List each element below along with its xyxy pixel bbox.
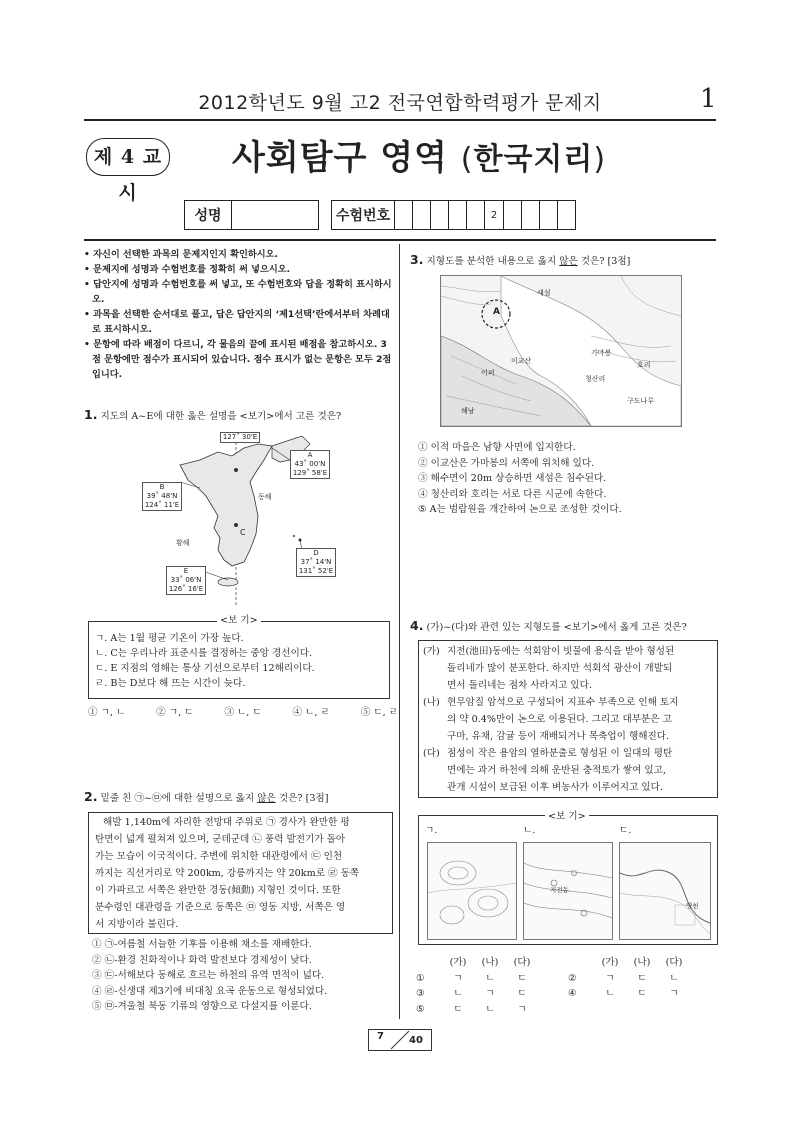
topo-label: 새섬 [537,289,551,297]
option-value: ㄴ [485,972,495,984]
label-d-lon: 131˚ 52'E [298,567,334,575]
q4-bogi-box [418,811,718,945]
question-number: 4. [410,618,424,633]
topo-label: 호리 [637,361,651,369]
label-b-lon: 124˚ 11'E [144,501,180,509]
col-header: (나) [633,957,651,968]
options-row [416,1002,716,1018]
passage-line: 이 가파르고 서쪽은 완만한 경동(傾動) 지형인 것이다. 또한 [95,885,341,896]
question-1 [84,408,396,424]
question-2 [84,790,396,806]
question-number: 1. [84,407,98,422]
option-value: ㄴ [669,972,679,984]
label-d-name: D [313,549,319,557]
option-5[interactable]: ⑤ A는 범람원을 개간하여 논으로 조성한 것이다. [418,504,622,515]
instructions [84,247,394,382]
passage-item [423,694,713,745]
item-line: 면서 돌리네는 점차 사라지고 있다. [447,680,592,691]
bogi-label: ㄷ. [619,825,632,836]
passage-item [423,643,713,694]
item-line: 현무암질 암석으로 구성되어 지표수 부족으로 인해 토지 [447,697,679,708]
passage-line: 분수령인 대관령을 기준으로 동쪽은 ㉤ 영동 지방, 서쪽은 영 [95,902,346,913]
map-label-top: 127˚ 30'E [220,432,260,443]
item-line: 지전(池田)동에는 석회암이 빗물에 용식을 받아 형성된 [447,646,675,657]
passage-line: 서 지방이라 불린다. [95,919,179,930]
q4-passage-box [418,640,718,798]
exam-no-cell[interactable] [449,201,467,230]
footer-page: 7 [377,1031,384,1042]
bogi-item: ㄹ. B는 D보다 해 뜨는 시간이 늦다. [95,678,246,689]
bogi-title: <보 기> [545,808,589,822]
option-5[interactable]: ⑤ [416,1003,425,1015]
topo-label: 이퍼 [481,369,495,377]
item-line: 점성이 작은 용암의 열하분출로 형성된 이 일대의 평탄 [447,748,673,759]
instruction-item: • 문제지에 성명과 수험번호를 정확히 써 넣으시오. [84,264,291,275]
column-divider [399,244,400,1019]
option-value: ㄷ [517,972,527,984]
question-text: (가)~(다)와 관련 있는 지형도를 <보기>에서 옳게 고른 것은? [426,622,687,633]
label-e-lon: 126˚ 16'E [168,585,204,593]
option-1[interactable]: ① ㉠-여름철 서늘한 기후를 이용해 채소를 재배한다. [92,939,312,950]
col-header: (가) [449,957,467,968]
label-a-lat: 43˚ 00'N [294,460,326,468]
q3-options [418,440,718,518]
q2-passage-box [88,812,393,934]
map-text: 지전동 [550,886,569,894]
question-text: 밑줄 친 ㉠~㉤에 대한 설명으로 옳지 [100,793,258,804]
korea-map [140,430,350,605]
option-value: ㄷ [517,988,527,999]
topo-label: 청산리 [585,375,606,383]
exam-no-cell[interactable] [522,201,540,230]
topo-label: 이교산 [511,357,532,365]
option-value: ㄱ [605,972,615,984]
exam-no-cell[interactable] [431,201,449,230]
question-text-underlined: 않은 [257,793,276,804]
option-2[interactable]: ② 이교산은 가마봉의 서쪽에 위치해 있다. [418,457,595,469]
bogi-label: ㄱ. [425,825,438,836]
name-label: 성명 [185,201,232,230]
options-row [416,971,716,987]
exam-title: 2012학년도 9월 고2 전국연합학력평가 문제지 [198,92,602,114]
exam-no-label: 수험번호 [332,201,395,230]
topo-label-a: A [493,307,500,317]
topo-label: 가마봉 [591,349,612,357]
option-5[interactable]: ⑤ ㉤-겨울철 북동 기류의 영향으로 다설지를 이룬다. [92,1001,312,1012]
label-e-lat: 33˚ 06'N [170,576,202,584]
item-line: 돌리네가 많이 분포한다. 하지만 석회석 광산이 개발되 [447,663,673,674]
options-header-row [416,955,716,971]
option-value: ㄴ [605,988,615,999]
instruction-item: • 과목을 선택한 순서대로 풀고, 답은 답안지의 ‘제1선택’란에서부터 차례대로 표시하시오. [84,309,390,335]
option-value: ㄱ [517,1003,527,1015]
options-row [416,986,716,1002]
map-label-e [166,566,206,595]
passage-line: 가는 모습이 이국적이다. 주변에 위치한 대관령에서 ㉢ 인천 [95,851,343,862]
topo-label: 구도나루 [627,397,655,405]
subject-paren-close: ) [593,142,607,177]
exam-no-cell[interactable] [504,201,522,230]
item-line: 의 약 0.4%만이 논으로 이용된다. 그리고 대부분은 고 [447,714,672,725]
option-3[interactable]: ③ 해수면이 20m 상승하면 새섬은 침수된다. [418,473,607,484]
exam-no-cell[interactable] [395,201,413,230]
option-1[interactable]: ① ㄱ, ㄴ [88,707,126,718]
header-rule [84,119,716,121]
exam-no-cell[interactable] [467,201,485,230]
option-value: ㄴ [453,988,463,999]
col-header: (나) [481,957,499,968]
col-header: (다) [665,957,683,968]
exam-no-cell[interactable] [558,201,576,230]
question-text: 지도의 A~E에 대한 옳은 설명을 <보기>에서 고른 것은? [100,411,342,422]
map-label-c: C [240,528,246,537]
bogi-title: <보 기> [217,614,261,628]
map-label-a [290,450,330,479]
col-header: (다) [513,957,531,968]
topo-label: 해남 [461,407,475,415]
question-text: 것은? [3점] [275,793,329,804]
option-value: ㄷ [453,1003,463,1015]
item-line: 구마, 유채, 감귤 등이 재배되거나 목축업이 행해진다. [447,731,670,742]
option-4[interactable]: ④ [568,988,577,999]
bogi-item: ㄴ. C는 우리나라 표준시를 결정하는 중앙 경선이다. [95,648,313,659]
map-text: 영천 [686,902,699,910]
option-3[interactable]: ③ ㉢-서해보다 동해로 흐르는 하천의 유역 면적이 넓다. [92,970,325,981]
item-label: (다) [423,748,440,759]
label-d-lat: 37˚ 14'N [300,558,332,566]
map-label-b [142,482,182,511]
question-4 [410,619,722,635]
option-5[interactable]: ⑤ ㄷ, ㄹ [360,707,398,718]
footer-total: 40 [409,1035,423,1046]
label-a-lon: 129˚ 58'E [292,469,328,477]
option-2[interactable]: ② ㉡-환경 친화적이나 화력 발전보다 경제성이 낮다. [92,954,312,966]
exam-no-cell[interactable]: 2 [485,201,504,230]
id-table [184,200,576,230]
item-label: (나) [423,697,440,708]
q2-options [92,937,392,1015]
subject-main: 사회탐구 영역 [232,138,448,178]
option-4[interactable]: ④ ㉣-신생대 제3기에 비대칭 요곡 운동으로 형성되었다. [92,985,328,997]
passage-line: 해발 1,140m에 자리한 전망대 주위로 ㉠ 경사가 완만한 평 [103,817,350,828]
option-value: ㄱ [669,988,679,999]
question-number: 2. [84,789,98,804]
bogi-map-b [523,842,613,940]
question-text: 지형도를 분석한 내용으로 옳지 [426,256,560,267]
subject-paren-open: ( [460,142,474,177]
bogi-label: ㄴ. [523,825,536,836]
option-value: ㄴ [485,1003,495,1015]
question-text: 것은? [3점] [577,256,631,267]
map-label-d [296,548,336,577]
q4-options [416,955,716,1017]
label-b-lat: 39˚ 48'N [146,492,178,500]
yellow-sea-label: 황해 [176,539,190,547]
question-number: 3. [410,252,424,267]
option-2[interactable]: ② [568,972,577,984]
label-e-name: E [183,567,189,575]
option-value: ㄱ [453,972,463,984]
east-sea-label: 동해 [258,493,272,501]
passage-line: 까지는 직선거리로 약 200km, 강릉까지는 약 20km로 ㉣ 동쪽 [95,868,360,879]
exam-no-cell[interactable] [413,201,431,230]
subject-title [232,130,606,179]
contour-svg [620,843,710,939]
option-1[interactable]: ① [416,972,425,984]
name-field[interactable] [232,201,319,230]
topo-map-q3 [440,275,682,427]
contour-svg [428,843,516,939]
subject-sub: 한국지리 [473,142,594,177]
item-label: (가) [423,646,440,657]
col-header: (가) [601,957,619,968]
option-value: ㄷ [637,988,647,999]
item-line: 관개 시설이 보급된 이후 벼농사가 이루어지고 있다. [447,782,663,793]
bogi-map-c [619,842,711,940]
option-3[interactable]: ③ [416,988,425,999]
q1-options [88,705,398,721]
label-b-name: B [159,483,165,491]
item-line: 면에는 과거 하천에 의해 운반된 충적토가 쌓여 있고, [447,765,667,776]
option-value: ㄷ [637,972,647,984]
passage-line: 탄면이 넓게 펼쳐져 있으며, 군데군데 ㉡ 풍력 발전기가 돌아 [95,834,346,845]
section-rule [84,239,716,241]
page-indicator [368,1029,432,1051]
instruction-item: • 답안지에 성명과 수험번호를 써 넣고, 또 수험번호와 답을 정확히 표시하시오. [84,279,392,305]
passage-item [423,745,713,796]
bogi-map-a [427,842,517,940]
question-3 [410,253,720,269]
q1-bogi-box [88,615,390,699]
option-4[interactable]: ④ ㄴ, ㄹ [292,707,330,718]
option-value: ㄱ [485,988,495,999]
option-3[interactable]: ③ ㄴ, ㄷ [224,707,262,718]
option-2[interactable]: ② ㄱ, ㄷ [156,707,194,718]
period-badge: 제 4 교시 [86,138,170,176]
page-number: 1 [700,84,717,114]
option-1[interactable]: ① 이적 마을은 남향 사면에 입지한다. [418,442,576,453]
instruction-item: • 문항에 따라 배점이 다르니, 각 물음의 끝에 표시된 배점을 참고하시오. 3점 문항에만 점수가 표시되어 있습니다. 점수 표시가 없는 문항은 모두 2점입니다. [84,339,392,380]
question-text-underlined: 않은 [559,256,578,267]
bogi-item: ㄱ. A는 1월 평균 기온이 가장 높다. [95,633,244,644]
exam-no-cell[interactable] [540,201,558,230]
label-a-name: A [307,451,313,459]
instruction-item: • 자신이 선택한 과목의 문제지인지 확인하시오. [84,249,278,260]
option-4[interactable]: ④ 청산리와 호리는 서로 다른 시군에 속한다. [418,488,607,500]
bogi-item: ㄷ. E 지점의 영해는 통상 기선으로부터 12해리이다. [95,663,315,674]
